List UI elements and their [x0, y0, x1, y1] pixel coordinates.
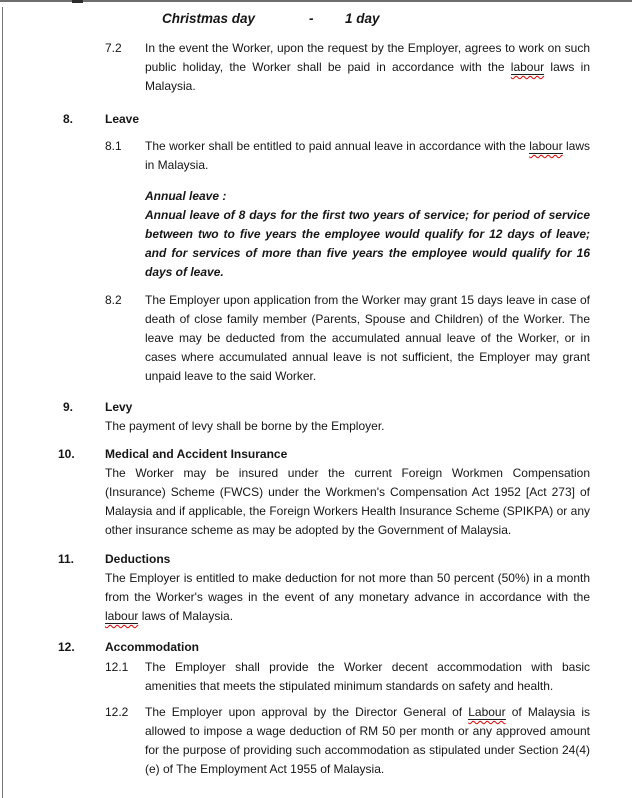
clause-number: 7.2: [105, 41, 122, 55]
clause-7-2: [105, 39, 590, 96]
spellcheck-marked-word: labour: [510, 60, 545, 74]
section-title: Accommodation: [105, 640, 200, 654]
spellcheck-marked-word: Labour: [468, 705, 506, 719]
section-12-accommodation: [58, 638, 590, 657]
section-heading: [58, 398, 590, 417]
clause-number: 8.1: [105, 139, 122, 153]
page-top-border: [0, 0, 632, 2]
clause-text: The Employer shall provide the Worker decent accommodation with basic amenities that meets the stipulated minimum standards on safety and health.: [145, 660, 590, 693]
section-10-medical-insurance: [58, 445, 590, 540]
spellcheck-marked-word: labour: [105, 609, 139, 623]
section-number: 8.: [63, 112, 74, 126]
section-heading: [58, 445, 590, 464]
document-content: [0, 9, 632, 779]
clause-text-after: laws in Malaysia.: [145, 139, 590, 172]
section-8-leave: [58, 110, 590, 129]
section-heading: [58, 110, 590, 129]
clause-text-after: laws in Malaysia.: [145, 60, 590, 93]
section-body: [105, 569, 590, 626]
annual-leave-note-heading: Annual leave :: [145, 189, 227, 203]
section-number: 10.: [58, 447, 75, 461]
clause-8-1: [105, 137, 590, 175]
clause-text: [145, 703, 590, 779]
section-heading: [58, 638, 590, 657]
clause-text: [145, 39, 590, 96]
clause-12-2: [105, 703, 590, 779]
page-top-border-dark-segment: [72, 0, 83, 3]
section-title: Leave: [105, 112, 140, 126]
clause-12-1: [105, 658, 590, 696]
section-number: 11.: [58, 552, 75, 566]
spellcheck-marked-word: labour: [529, 139, 563, 153]
section-11-deductions: [58, 550, 590, 626]
section-title: Deductions: [105, 552, 171, 566]
clause-text-after: of Malaysia is allowed to impose a wage deduction of RM 50 per month or any approved amount for the purpose of providing such accommodation as stipulated under Section 24(4)(e) of The Employment Act 1955 of Malaysia.: [145, 705, 590, 776]
section-number: 9.: [63, 400, 74, 414]
clause-number: 8.2: [105, 293, 122, 307]
holiday-duration: 1 day: [345, 11, 380, 26]
annual-leave-note-body: Annual leave of 8 days for the first two years of service; for period of service between two to five years the employee would qualify for 12 days of leave; and for services of more than five years the employee would qualify for 16 days of leave.: [145, 208, 590, 279]
clause-text-before: The Employer upon approval by the Director General of: [145, 705, 469, 719]
section-body-after: laws of Malaysia.: [138, 609, 234, 623]
clause-text: [145, 137, 590, 175]
clause-text-before: The worker shall be entitled to paid annual leave in accordance with the: [145, 139, 530, 153]
section-body: The payment of levy shall be borne by the Employer.: [105, 419, 385, 433]
section-body: The Worker may be insured under the current Foreign Workmen Compensation (Insurance) Scheme (FWCS) under the Workmen's Compensation Act 1952 [Act 273] of Malaysia and if applicable, the Foreign Workers Health Insurance Scheme (SPIKPA) or any other insurance scheme as may be adopted by the Government of Malaysia.: [105, 466, 590, 537]
holiday-name: Christmas day: [162, 11, 256, 26]
section-body-before: The Employer is entitled to make deduction for not more than 50 percent (50%) in a month from the Worker's wages in the event of any monetary advance in accordance with the: [105, 571, 590, 604]
clause-8-2: [105, 291, 590, 386]
annual-leave-note: [145, 187, 590, 282]
clause-text-before: In the event the Worker, upon the request by the Employer, agrees to work on such public holiday, the Worker shall be paid in accordance with the: [145, 41, 590, 74]
holiday-separator: -: [309, 11, 314, 26]
clause-number: 12.1: [105, 660, 129, 674]
holiday-row: [0, 9, 632, 28]
clause-text: The Employer upon application from the Worker may grant 15 days leave in case of death of close family member (Parents, Spouse and Children) of the Worker. The leave may be deducted from the accumulated annual leave of the Worker, or in cases where accumulated annual leave is not sufficient, the Employer may grant unpaid leave to the said Worker.: [145, 293, 590, 383]
clause-number: 12.2: [105, 705, 129, 719]
section-number: 12.: [58, 640, 75, 654]
section-heading: [58, 550, 590, 569]
section-9-levy: [58, 398, 590, 436]
section-title: Levy: [105, 400, 133, 414]
section-title: Medical and Accident Insurance: [105, 447, 288, 461]
